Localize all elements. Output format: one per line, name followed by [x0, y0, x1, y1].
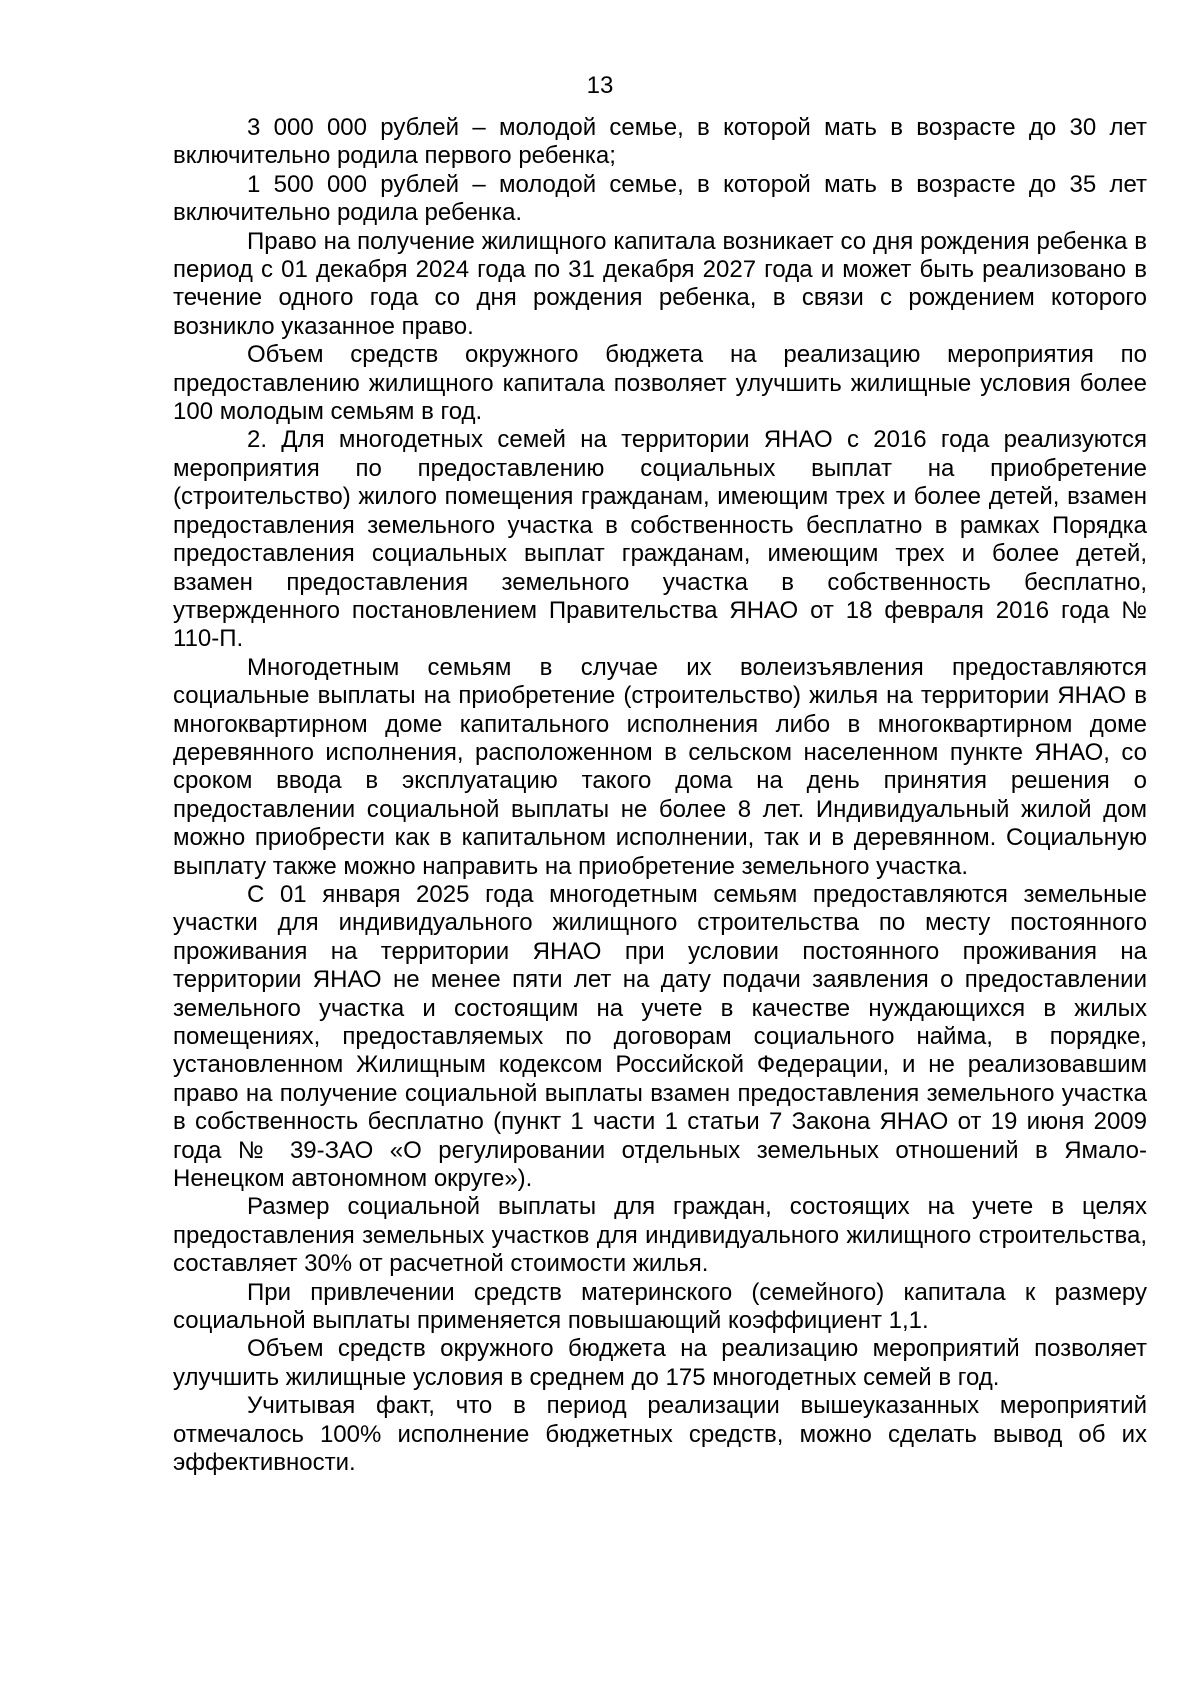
- paragraph-right-to-capital: Право на получение жилищного капитала возникает со дня рождения ребенка в период с 01 декабря 2024 года по 31 декабря 2027 года и может быть реализовано в течение одного года со дня рождения ребенка, в связи с рождением которого возникло указанное право.: [173, 227, 1147, 340]
- paragraph-large-families-program: 2. Для многодетных семей на территории ЯНАО с 2016 года реализуются мероприятия по предоставлению социальных выплат на приобретение (строительство) жилого помещения гражданам, имеющим трех и более детей, взамен предоставления земельного участка в собственность бесплатно в рамках Порядка предоставления социальных выплат гражданам, имеющим трех и более детей, взамен предоставления земельного участка в собственность бесплатно, утвержденного постановлением Правительства ЯНАО от 18 февраля 2016 года № 110-П.: [173, 426, 1147, 653]
- page-number: 13: [586, 72, 614, 99]
- paragraph-capital-3mln: 3 000 000 рублей – молодой семье, в которой мать в возрасте до 30 лет включительно родила первого ребенка;: [173, 114, 1147, 170]
- paragraph-social-payments-housing: Многодетным семьям в случае их волеизъявления предоставляются социальные выплаты на приобретение (строительство) жилья на территории ЯНАО в многоквартирном доме капитального исполнения либо в многоквартирном доме деревянного исполнения, расположенном в сельском населенном пункте ЯНАО, со сроком ввода в эксплуатацию такого дома на день принятия решения о предоставлении социальной выплаты не более 8 лет. Индивидуальный жилой дом можно приобрести как в капитальном исполнении, так и в деревянном. Социальную выплату также можно направить на приобретение земельного участка.: [173, 653, 1147, 880]
- paragraph-maternity-capital-coefficient: При привлечении средств материнского (семейного) капитала к размеру социальной выплаты применяется повышающий коэффициент 1,1.: [173, 1278, 1147, 1335]
- paragraph-land-plots-2025: С 01 января 2025 года многодетным семьям предоставляются земельные участки для индивидуального жилищного строительства по месту постоянного проживания на территории ЯНАО при условии постоянного проживания на территории ЯНАО не менее пяти лет на дату подачи заявления о предоставлении земельного участка и состоящим на учете в качестве нуждающихся в жилых помещениях, предоставляемых по договорам социального найма, в порядке, установленном Жилищным кодексом Российской Федерации, и не реализовавшим право на получение социальной выплаты взамен предоставления земельного участка в собственность бесплатно (пункт 1 части 1 статьи 7 Закона ЯНАО от 19 июня 2009 года № 39-ЗАО «О регулировании отдельных земельных отношений в Ямало-Ненецком автономном округе»).: [173, 880, 1147, 1193]
- document-body: [173, 114, 1147, 1478]
- paragraph-budget-large-families: Объем средств окружного бюджета на реализацию мероприятий позволяет улучшить жилищные условия в среднем до 175 многодетных семей в год.: [173, 1335, 1147, 1391]
- paragraph-capital-1-5mln: 1 500 000 рублей – молодой семье, в которой мать в возрасте до 35 лет включительно родила ребенка.: [173, 170, 1147, 227]
- paragraph-effectiveness-conclusion: Учитывая факт, что в период реализации вышеуказанных мероприятий отмечалось 100% исполнение бюджетных средств, можно сделать вывод об их эффективности.: [173, 1392, 1147, 1477]
- paragraph-payment-size: Размер социальной выплаты для граждан, состоящих на учете в целях предоставления земельных участков для индивидуального жилищного строительства, составляет 30% от расчетной стоимости жилья.: [173, 1193, 1147, 1278]
- paragraph-budget-young-families: Объем средств окружного бюджета на реализацию мероприятия по предоставлению жилищного капитала позволяет улучшить жилищные условия более 100 молодым семьям в год.: [173, 341, 1147, 426]
